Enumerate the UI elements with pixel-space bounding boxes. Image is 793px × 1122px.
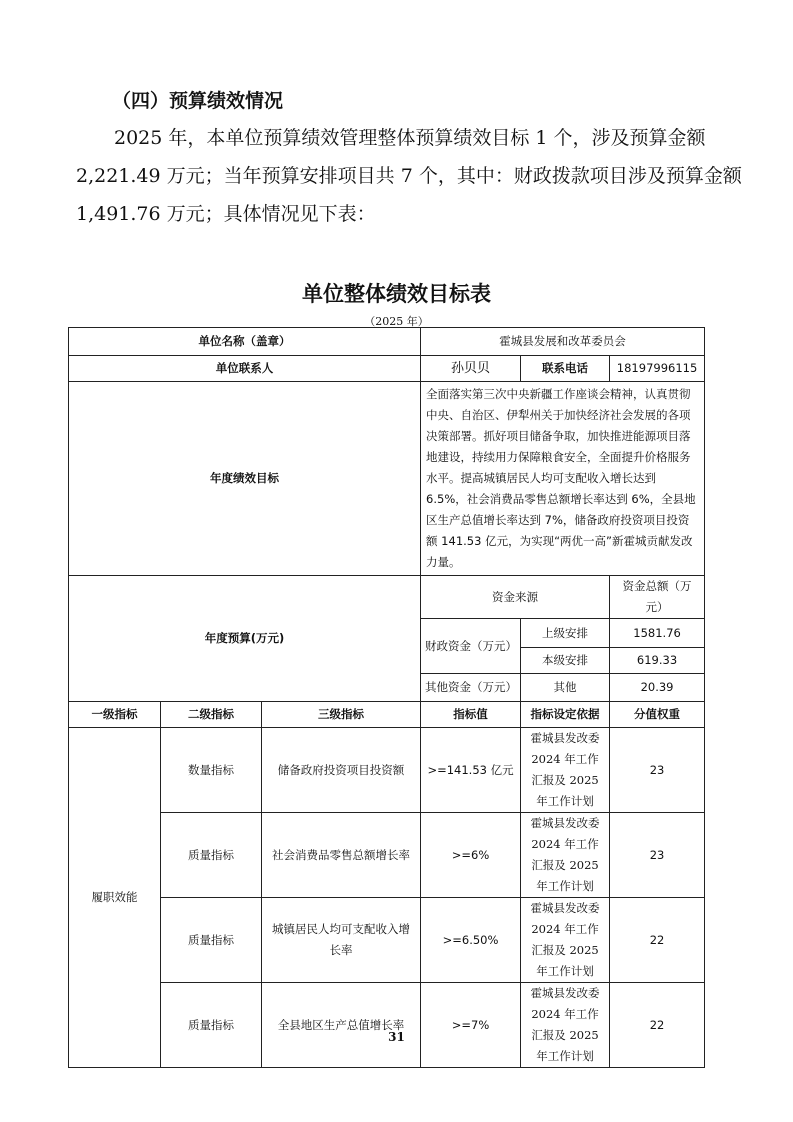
unit-name-value: 霍城县发展和改革委员会 <box>421 328 705 356</box>
table-year: （2025 年） <box>364 315 429 328</box>
local-allocation-value: 619.33 <box>610 648 705 674</box>
page-number: 31 <box>388 1030 405 1044</box>
indicator-weight: 23 <box>610 813 705 898</box>
upper-allocation-value: 1581.76 <box>610 619 705 648</box>
other-label: 其他 <box>521 674 610 702</box>
paragraph-line-3: 1,491.76 万元；具体情况见下表： <box>76 203 376 225</box>
phone-label: 联系电话 <box>521 356 610 382</box>
level3-indicator: 城镇居民人均可支配收入增长率 <box>262 898 421 983</box>
header-level1: 一级指标 <box>69 702 161 728</box>
fund-source-header: 资金来源 <box>421 576 610 619</box>
level2-indicator: 质量指标 <box>161 983 262 1068</box>
indicator-value: >=141.53 亿元 <box>421 728 521 813</box>
table-row <box>69 898 705 983</box>
table-row <box>69 983 705 1068</box>
header-level3: 三级指标 <box>262 702 421 728</box>
upper-allocation-label: 上级安排 <box>521 619 610 648</box>
header-basis: 指标设定依据 <box>521 702 610 728</box>
paragraph-line-2: 2,221.49 万元；当年预算安排项目共 7 个，其中：财政拨款项目涉及预算金额 <box>76 165 742 187</box>
level1-indicator: 履职效能 <box>69 728 161 1068</box>
level3-indicator: 全县地区生产总值增长率 <box>262 983 421 1068</box>
table-row <box>69 728 705 813</box>
indicator-basis: 霍城县发改委 2024 年工作汇报及 2025 年工作计划 <box>521 728 610 813</box>
table-row <box>69 813 705 898</box>
paragraph-line-1: 2025 年，本单位预算绩效管理整体预算绩效目标 1 个，涉及预算金额 <box>114 127 706 149</box>
header-weight: 分值权重 <box>610 702 705 728</box>
level3-indicator: 储备政府投资项目投资额 <box>262 728 421 813</box>
indicator-basis: 霍城县发改委 2024 年工作汇报及 2025 年工作计划 <box>521 813 610 898</box>
indicator-weight: 23 <box>610 728 705 813</box>
indicator-weight: 22 <box>610 898 705 983</box>
level2-indicator: 质量指标 <box>161 898 262 983</box>
indicator-value: >=7% <box>421 983 521 1068</box>
indicator-value: >=6.50% <box>421 898 521 983</box>
indicator-value: >=6% <box>421 813 521 898</box>
unit-name-label: 单位名称（盖章） <box>69 328 421 356</box>
indicator-basis: 霍城县发改委 2024 年工作汇报及 2025 年工作计划 <box>521 898 610 983</box>
row-contact <box>69 356 705 382</box>
section-title: （四）预算绩效情况 <box>112 90 284 112</box>
indicator-basis: 霍城县发改委 2024 年工作汇报及 2025 年工作计划 <box>521 983 610 1068</box>
phone-value: 18197996115 <box>610 356 705 382</box>
level3-indicator: 社会消费品零售总额增长率 <box>262 813 421 898</box>
header-value: 指标值 <box>421 702 521 728</box>
performance-target-table <box>68 327 705 1068</box>
annual-budget-label: 年度预算(万元) <box>69 576 421 702</box>
row-indicator-headers <box>69 702 705 728</box>
row-unit-name <box>69 328 705 356</box>
contact-label: 单位联系人 <box>69 356 421 382</box>
table-title: 单位整体绩效目标表 <box>302 282 491 306</box>
contact-value: 孙贝贝 <box>421 356 521 382</box>
other-fund-label: 其他资金（万元） <box>421 674 521 702</box>
annual-goal-text: 全面落实第三次中央新疆工作座谈会精神，认真贯彻中央、自治区、伊犁州关于加快经济社会发展的各项决策部署。抓好项目储备争取，加快推进能源项目落地建设，持续用力保障粮食安全，全面提升价格服务水平。提高城镇居民人均可支配收入增长达到 6.5%，社会消费品零售总额增长率达到 6%，全县地区生产总值增长率达到 7%，储备政府投资项目投资额 141.53 亿元，为实现“两优一高”新霍城贡献发改力量。 <box>421 382 705 576</box>
row-budget-header <box>69 576 705 619</box>
indicator-weight: 22 <box>610 983 705 1068</box>
fund-total-header: 资金总额（万元） <box>610 576 705 619</box>
level2-indicator: 数量指标 <box>161 728 262 813</box>
fiscal-fund-label: 财政资金（万元） <box>421 619 521 674</box>
level2-indicator: 质量指标 <box>161 813 262 898</box>
other-value: 20.39 <box>610 674 705 702</box>
header-level2: 二级指标 <box>161 702 262 728</box>
row-annual-goal <box>69 382 705 576</box>
annual-goal-label: 年度绩效目标 <box>69 382 421 576</box>
local-allocation-label: 本级安排 <box>521 648 610 674</box>
